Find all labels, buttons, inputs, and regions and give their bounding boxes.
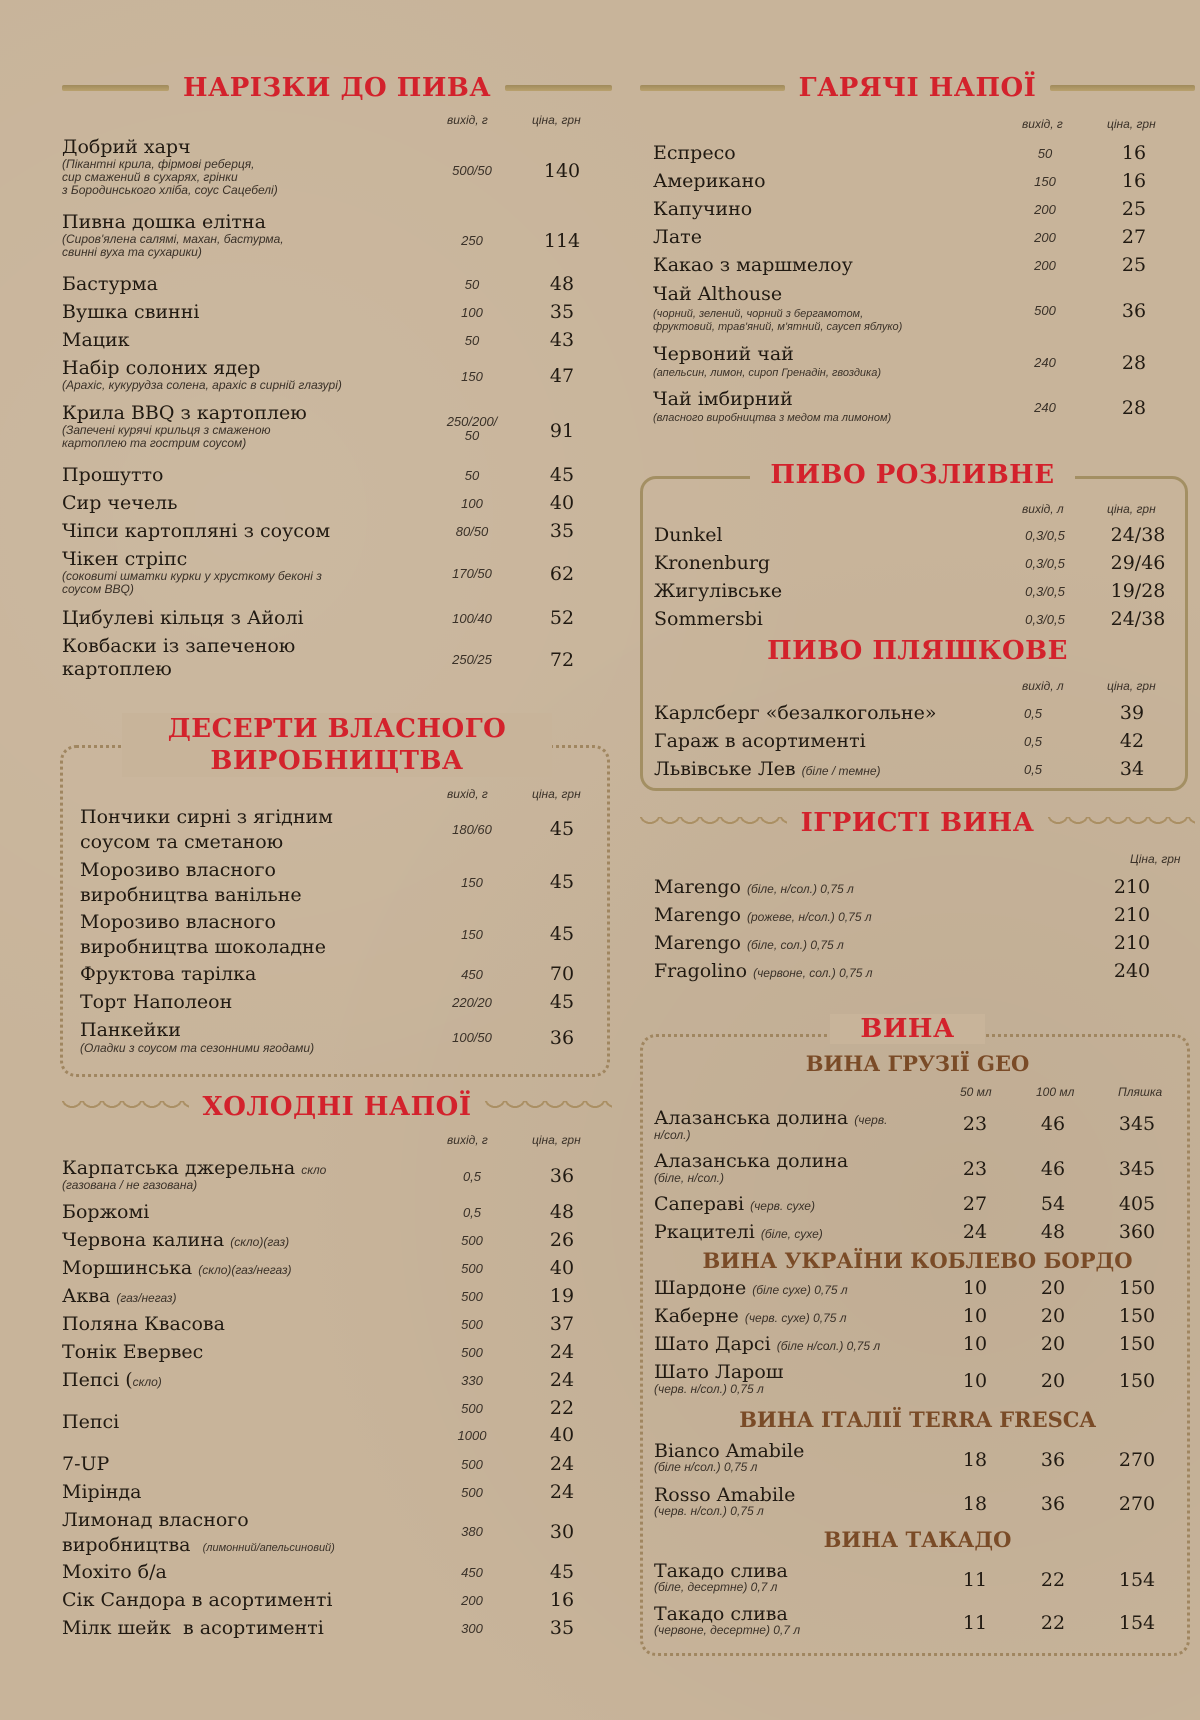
column-header-50ml: 50 мл bbox=[960, 1085, 992, 1099]
wine-group-title: ВИНА ГРУЗІЇ GEO bbox=[805, 1051, 1030, 1076]
section-title-snacks: НАРІЗКИ ДО ПИВА bbox=[62, 73, 612, 103]
divider bbox=[640, 85, 785, 91]
section-title-cold-drinks: ХОЛОДНІ НАПОЇ bbox=[62, 1092, 612, 1122]
section-title-sparkling: ІГРИСТІ ВИНА bbox=[640, 808, 1195, 838]
section-title-wines: ВИНА bbox=[830, 1014, 985, 1044]
wine-group-title: ВИНА ТАКАДО bbox=[823, 1527, 1012, 1552]
section-title-bottled-beer: ПИВО ПЛЯШКОВЕ bbox=[767, 636, 1068, 666]
wave-divider bbox=[1048, 817, 1195, 829]
column-header-100ml: 100 мл bbox=[1036, 1085, 1075, 1099]
wave-divider bbox=[485, 1101, 612, 1113]
column-header-price: ціна, грн bbox=[532, 113, 581, 127]
column-header-price: ціна, грн bbox=[1107, 502, 1156, 516]
section-title-hot-drinks: ГАРЯЧІ НАПОЇ bbox=[640, 73, 1195, 103]
column-header-bottle: Пляшка bbox=[1118, 1085, 1163, 1099]
divider bbox=[505, 85, 612, 91]
section-title-desserts: ДЕСЕРТИ ВЛАСНОГО ВИРОБНИЦТВА bbox=[122, 713, 552, 777]
column-header-price: ціна, грн bbox=[532, 787, 581, 801]
wine-group-title: ВИНА ІТАЛІЇ TERRA FRESCA bbox=[739, 1407, 1096, 1432]
column-header-price: Ціна, грн bbox=[1130, 852, 1181, 866]
column-header-qty: вихід, г bbox=[1022, 117, 1063, 131]
divider bbox=[62, 85, 169, 91]
column-header-qty: вихід, г bbox=[447, 113, 488, 127]
column-header-qty: вихід, л bbox=[1022, 502, 1064, 516]
divider bbox=[1050, 85, 1195, 91]
column-header-qty: вихід, г bbox=[447, 1133, 488, 1147]
column-header-price: ціна, грн bbox=[532, 1133, 581, 1147]
section-title-draft-beer: ПИВО РОЗЛИВНЕ bbox=[750, 460, 1075, 490]
column-header-price: ціна, грн bbox=[1107, 679, 1156, 693]
column-header-qty: вихід, г bbox=[447, 787, 488, 801]
wine-group-title: ВИНА УКРАЇНИ КОБЛЕВО БОРДО bbox=[702, 1248, 1133, 1273]
column-header-qty: вихід, л bbox=[1022, 679, 1064, 693]
wave-divider bbox=[640, 817, 787, 829]
column-header-price: ціна, грн bbox=[1107, 117, 1156, 131]
wave-divider bbox=[62, 1101, 189, 1113]
